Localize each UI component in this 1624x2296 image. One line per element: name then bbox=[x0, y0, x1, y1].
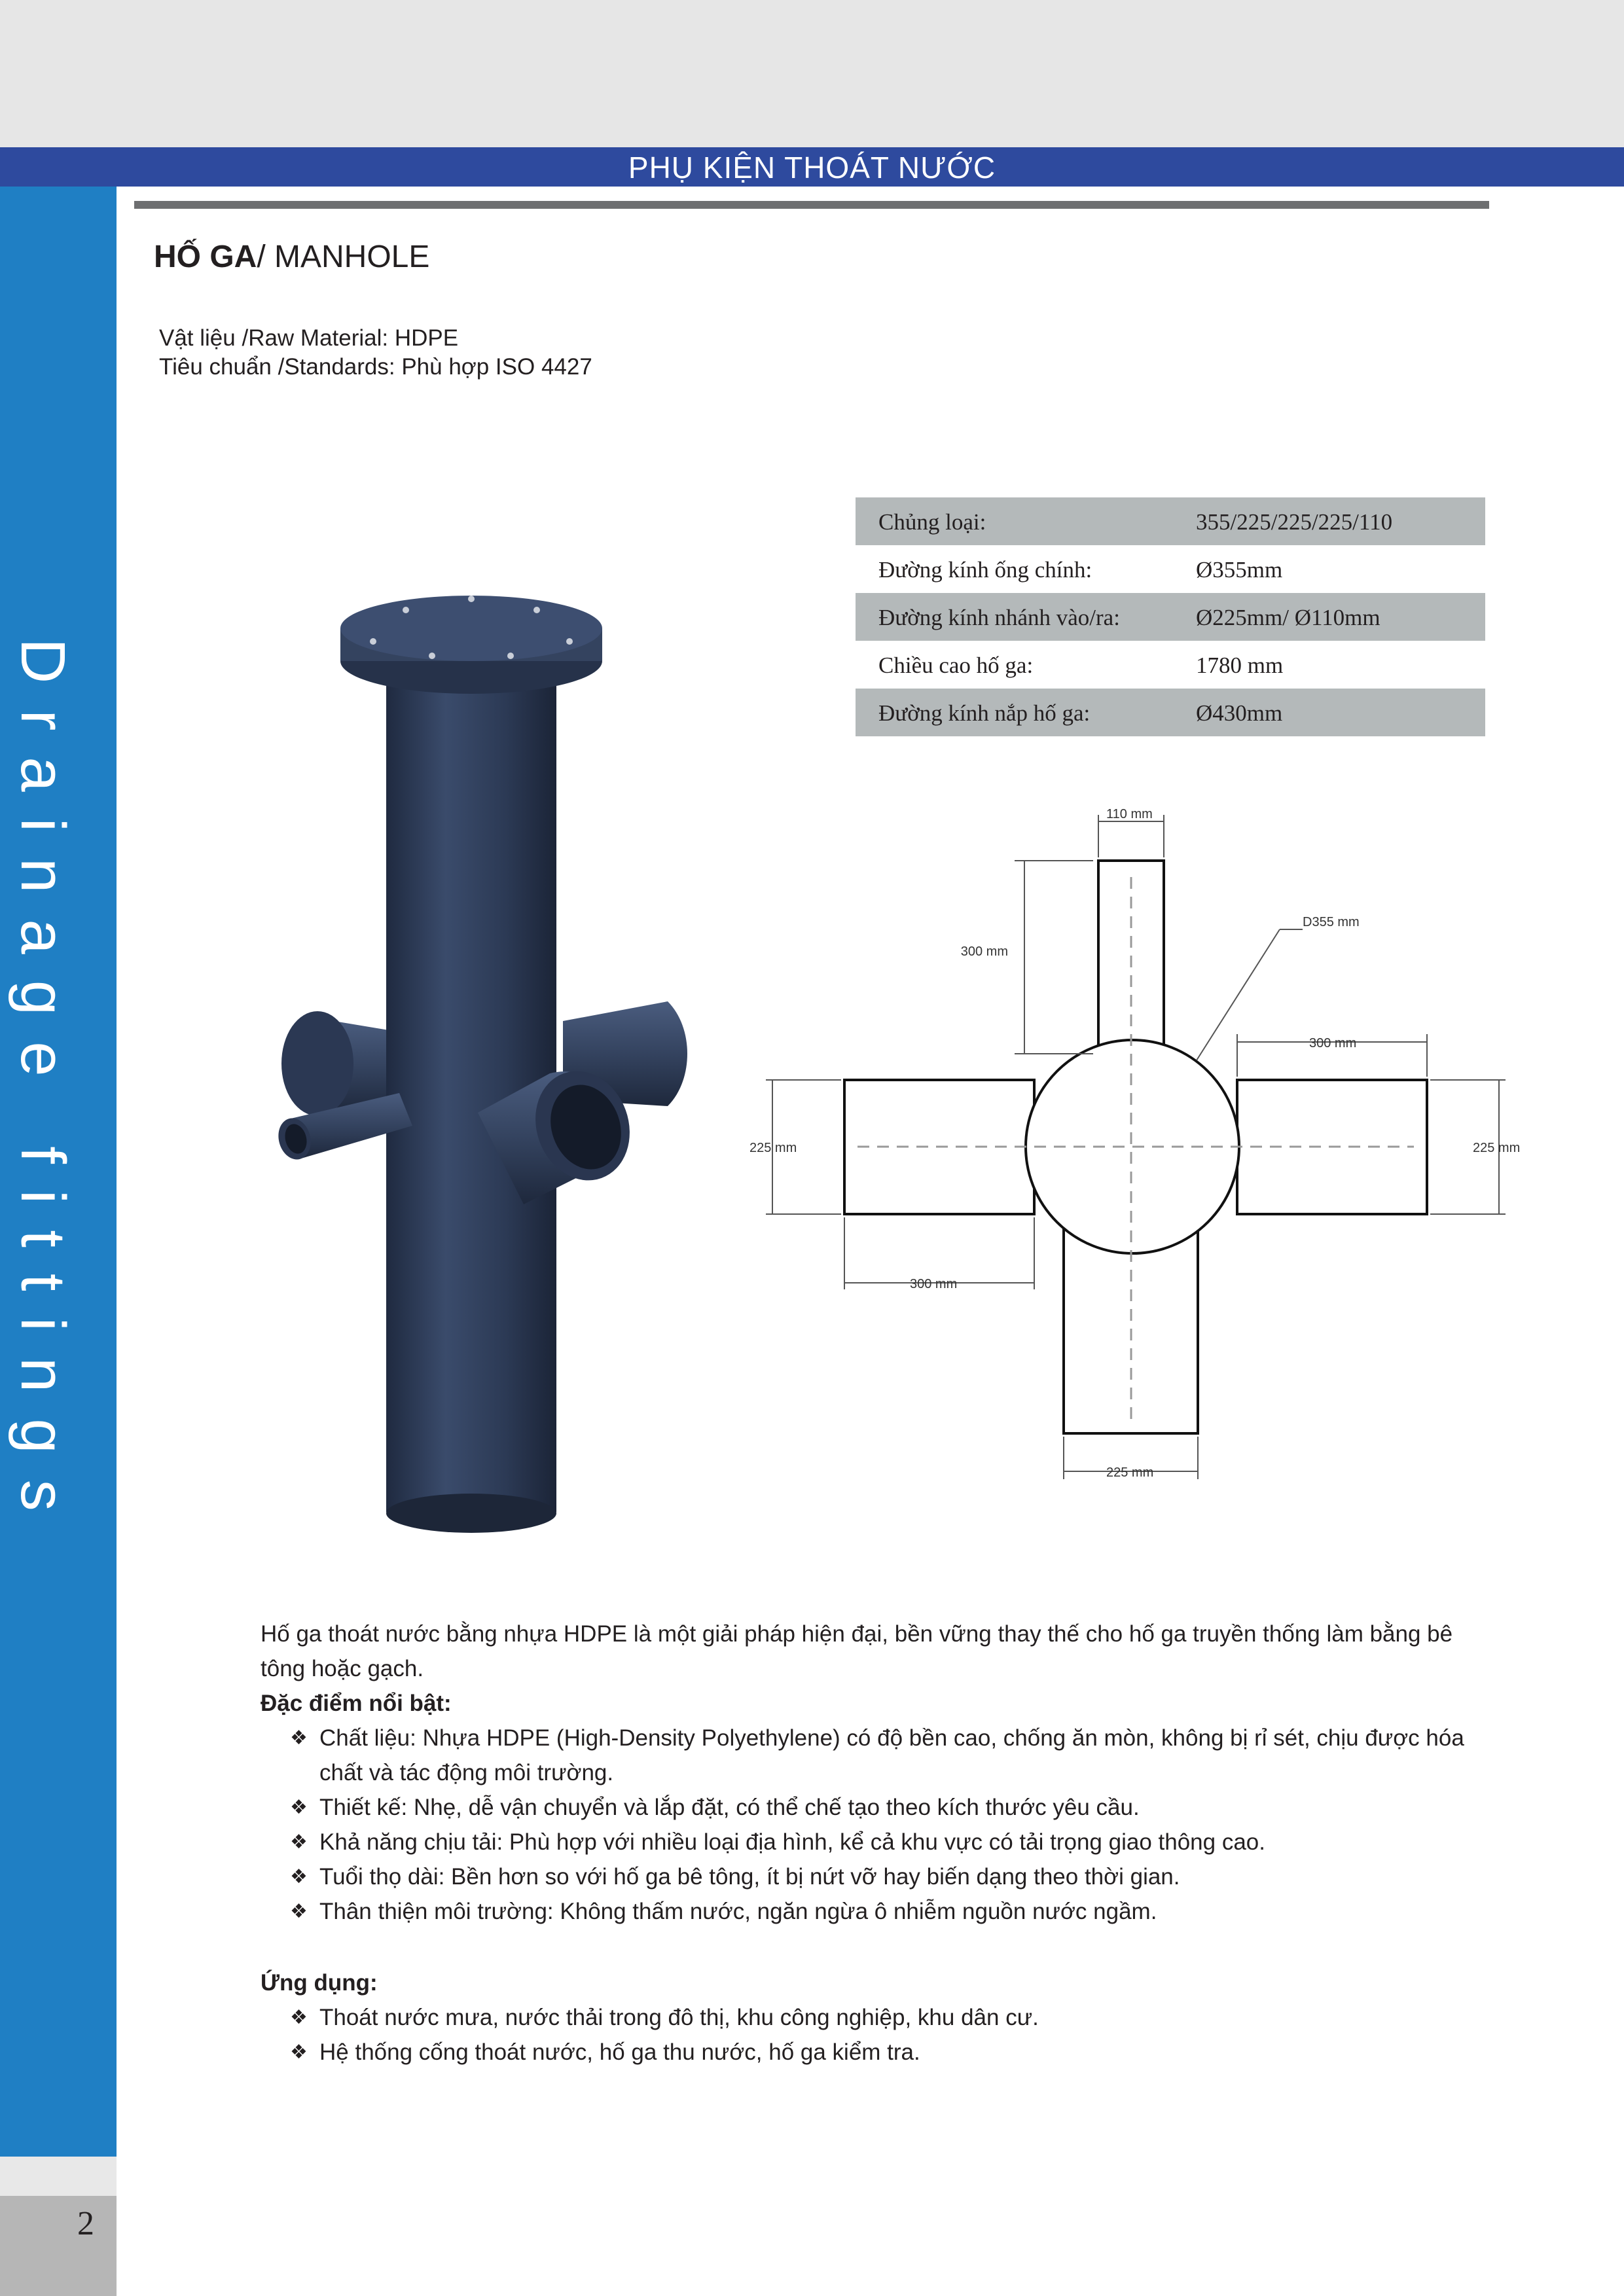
applications-heading: Ứng dụng: bbox=[261, 1970, 378, 1996]
spec-label: Chiều cao hố ga: bbox=[878, 653, 1034, 678]
technical-drawing bbox=[727, 798, 1545, 1505]
spec-label: Chủng loại: bbox=[878, 509, 986, 535]
list-item: ❖ Chất liệu: Nhựa HDPE (High-Density Polyethylene) có độ bền cao, chống ăn mòn, không bị rỉ sét, chịu được hóa chất và tác động môi trường. bbox=[290, 1721, 1485, 1790]
spec-label: Đường kính nắp hố ga: bbox=[878, 700, 1091, 726]
spec-row bbox=[856, 641, 1485, 689]
material-line: Vật liệu /Raw Material: HDPE bbox=[159, 325, 459, 351]
page-number: 2 bbox=[77, 2205, 94, 2242]
title-rule bbox=[134, 201, 1489, 209]
spec-value: Ø430mm bbox=[1196, 700, 1283, 726]
dim-right-length: 300 mm bbox=[1309, 1036, 1357, 1050]
list-item: ❖ Thân thiện môi trường: Không thấm nước, ngăn ngừa ô nhiễm nguồn nước ngầm. bbox=[290, 1894, 1485, 1929]
dim-bottom-width: 225 mm bbox=[1106, 1465, 1154, 1480]
features-list bbox=[261, 1721, 1485, 1929]
manhole-illustration bbox=[262, 576, 707, 1545]
features-heading: Đặc điểm nổi bật: bbox=[261, 1691, 452, 1716]
spec-row bbox=[856, 593, 1485, 641]
list-item: ❖ Thiết kế: Nhẹ, dễ vận chuyển và lắp đặt, có thể chế tạo theo kích thước yêu cầu. bbox=[290, 1790, 1485, 1825]
spec-value: 355/225/225/225/110 bbox=[1196, 509, 1393, 535]
spec-value: Ø355mm bbox=[1196, 557, 1283, 583]
bullet-icon: ❖ bbox=[290, 1901, 308, 1922]
spec-label: Đường kính ống chính: bbox=[878, 557, 1092, 583]
sidebar bbox=[0, 187, 117, 2157]
section-header: PHỤ KIỆN THOÁT NƯỚC bbox=[0, 147, 1624, 187]
applications-list bbox=[261, 2000, 1485, 2070]
spec-row bbox=[856, 497, 1485, 545]
dim-top-length: 300 mm bbox=[960, 944, 1008, 959]
standard-line: Tiêu chuẩn /Standards: Phù hợp ISO 4427 bbox=[159, 354, 592, 380]
list-item: ❖ Khả năng chịu tải: Phù hợp với nhiều loại địa hình, kể cả khu vực có tải trọng giao thông cao. bbox=[290, 1825, 1485, 1859]
description bbox=[261, 1617, 1485, 2070]
list-item: ❖ Thoát nước mưa, nước thải trong đô thị, khu công nghiệp, khu dân cư. bbox=[290, 2000, 1485, 2035]
dim-top-width: 110 mm bbox=[1106, 807, 1153, 821]
dim-right-height: 225 mm bbox=[1473, 1141, 1521, 1155]
bullet-icon: ❖ bbox=[290, 1831, 308, 1853]
spec-label: Đường kính nhánh vào/ra: bbox=[878, 605, 1120, 630]
spec-row bbox=[856, 689, 1485, 736]
dim-main-diameter: D355 mm bbox=[1303, 915, 1360, 929]
dim-left-height: 225 mm bbox=[749, 1141, 797, 1155]
spec-row bbox=[856, 545, 1485, 593]
dim-left-length: 300 mm bbox=[910, 1277, 958, 1291]
product-title bbox=[154, 239, 429, 275]
bullet-icon: ❖ bbox=[290, 2007, 308, 2028]
spec-value: Ø225mm/ Ø110mm bbox=[1196, 605, 1380, 630]
product-title-rest: / MANHOLE bbox=[257, 240, 430, 274]
spec-value: 1780 mm bbox=[1196, 653, 1284, 678]
bullet-icon: ❖ bbox=[290, 1797, 308, 1818]
product-title-bold: HỐ GA bbox=[154, 240, 257, 274]
list-item: ❖ Hệ thống cống thoát nước, hố ga thu nước, hố ga kiểm tra. bbox=[290, 2035, 1485, 2070]
top-band bbox=[0, 0, 1624, 147]
list-item: ❖ Tuổi thọ dài: Bền hơn so với hố ga bê tông, ít bị nứt vỡ hay biến dạng theo thời gian. bbox=[290, 1859, 1485, 1894]
bullet-icon: ❖ bbox=[290, 1727, 308, 1749]
sidebar-vertical-title: Drainage fittings bbox=[8, 638, 78, 1537]
bullet-icon: ❖ bbox=[290, 2041, 308, 2063]
sidebar-footer-light bbox=[0, 2157, 117, 2196]
description-intro: Hố ga thoát nước bằng nhựa HDPE là một giải pháp hiện đại, bền vững thay thế cho hố ga truyền thống làm bằng bê tông hoặc gạch. bbox=[261, 1621, 1453, 1681]
bullet-icon: ❖ bbox=[290, 1866, 308, 1888]
material-specs bbox=[159, 324, 592, 382]
spec-table bbox=[856, 497, 1485, 736]
